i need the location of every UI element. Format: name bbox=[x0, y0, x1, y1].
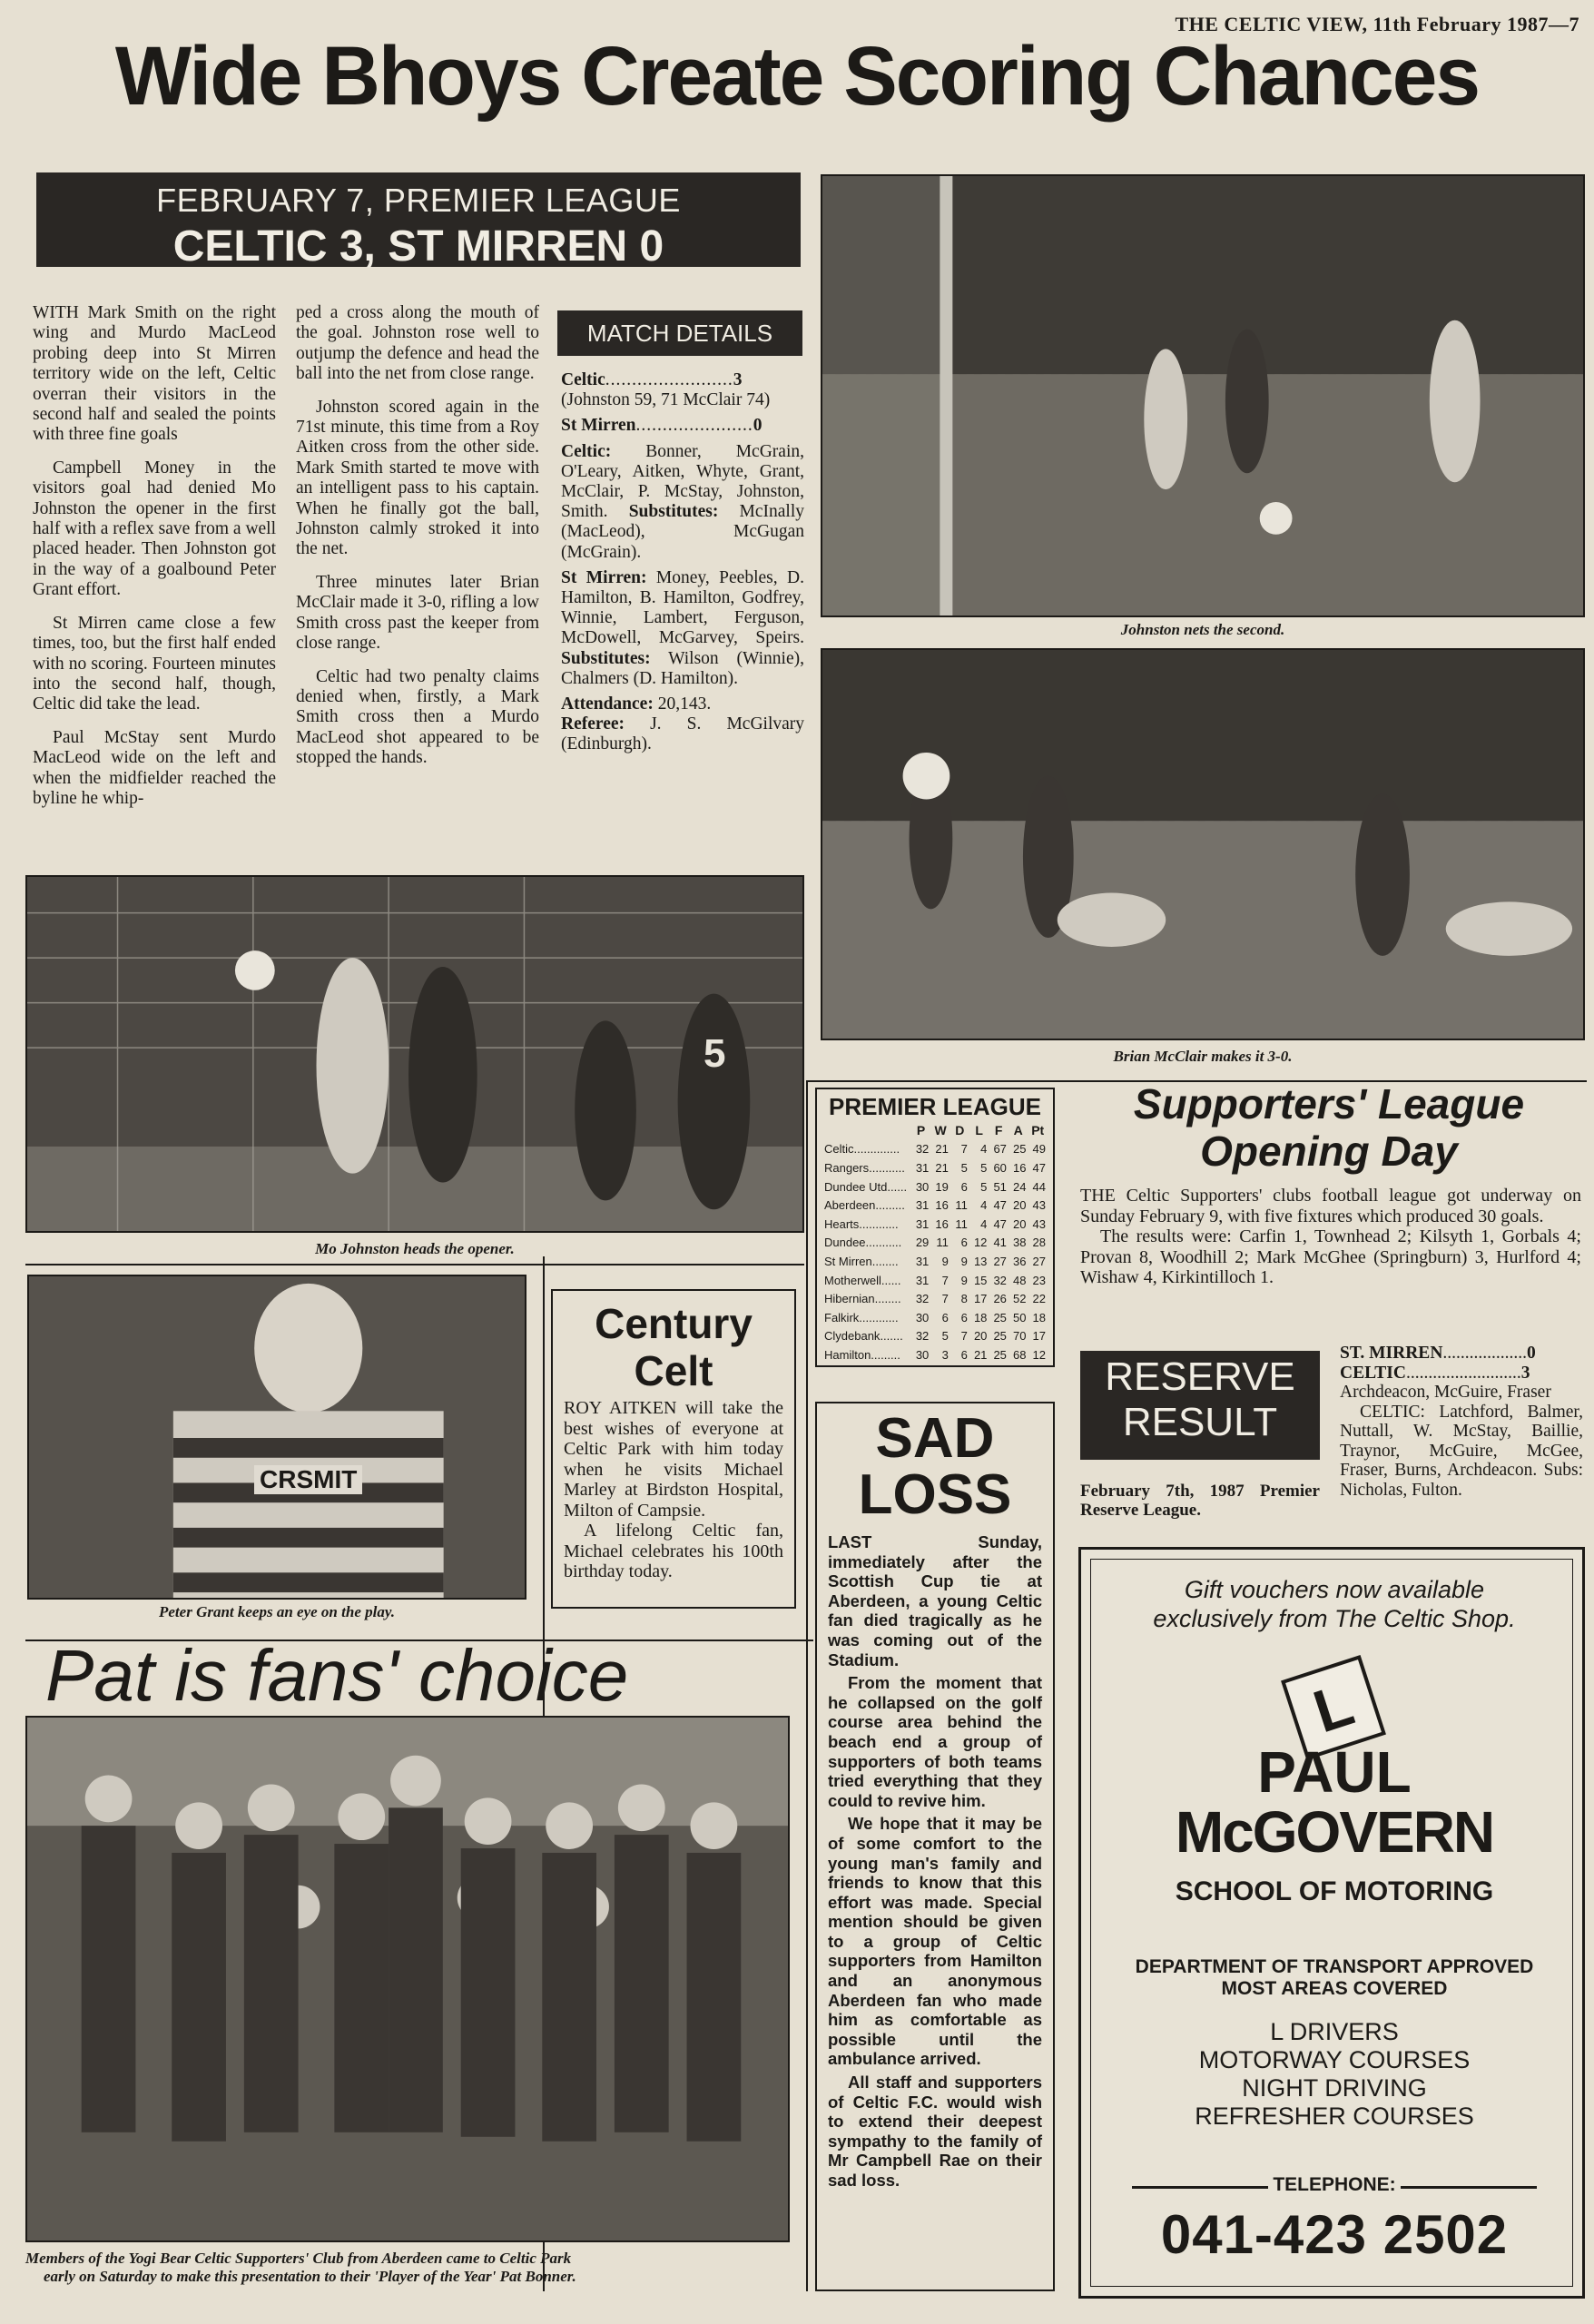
stmirren-subs-label: Substitutes: bbox=[561, 648, 651, 668]
league-stat: 9 bbox=[941, 1254, 949, 1268]
league-stat: 20 bbox=[1012, 1198, 1027, 1213]
stmirren-team-label: St Mirren: bbox=[561, 567, 647, 587]
league-stat: 26 bbox=[993, 1292, 1007, 1306]
report-paragraph: Celtic had two penalty claims denied when, firstly, a Mark Smith cross then a Murdo MacLeod shot appeared to be stopped the hands. bbox=[296, 666, 539, 768]
advert-dept bbox=[1099, 1956, 1569, 2000]
table-row bbox=[822, 1215, 1048, 1234]
league-team bbox=[822, 1158, 911, 1177]
caption-mcclair-third: Brian McClair makes it 3-0. bbox=[1113, 1048, 1293, 1065]
celtic-label: Celtic bbox=[561, 370, 605, 389]
league-stat: 27 bbox=[1032, 1254, 1046, 1268]
league-stat: 16 bbox=[935, 1216, 949, 1231]
league-stat: 50 bbox=[1012, 1310, 1027, 1324]
shirt-sponsor: CRSMIT bbox=[254, 1465, 362, 1494]
advert-name-line: PAUL bbox=[1257, 1739, 1412, 1805]
league-header-col: A bbox=[1013, 1123, 1023, 1138]
league-team bbox=[822, 1327, 911, 1346]
league-stat: 5 bbox=[980, 1179, 988, 1194]
advert-name-line: McGOVERN bbox=[1175, 1799, 1494, 1865]
photo-illustration bbox=[27, 877, 802, 1231]
team-name: Celtic bbox=[824, 1142, 854, 1157]
title-line: RESULT bbox=[1122, 1400, 1278, 1444]
team-name: Hamilton bbox=[824, 1347, 871, 1362]
reserve-result-date: February 7th, 1987 Premier Reserve League. bbox=[1080, 1482, 1320, 1520]
league-stat: 44 bbox=[1032, 1179, 1046, 1194]
league-stat: 31 bbox=[915, 1160, 930, 1175]
team-name: Hibernian bbox=[824, 1292, 875, 1306]
table-row bbox=[822, 1308, 1048, 1327]
photo-supporters-club-group bbox=[25, 1716, 790, 2242]
title-line: LOSS bbox=[858, 1463, 1012, 1526]
advert-gift-vouchers bbox=[1099, 1575, 1569, 1633]
match-photo-johnston-opener bbox=[25, 875, 804, 1233]
column-rule bbox=[25, 1264, 804, 1265]
report-column-1 bbox=[33, 303, 276, 822]
league-stat: 6 bbox=[960, 1179, 968, 1194]
reserve-lineup: CELTIC: Latchford, Balmer, Nuttall, W. McStay, Baillie, Traynor, McGuire, McGee, Fraser, Burns, Archdeacon. Subs: Nicholas, Fulton. bbox=[1340, 1402, 1583, 1500]
league-stat: 47 bbox=[993, 1216, 1007, 1231]
report-paragraph: St Mirren came close a few times, too, but the first half ended with no scoring. Fourteen minutes into the second half, though, Celtic did take the lead. bbox=[33, 613, 276, 714]
stmirren-score: 0 bbox=[753, 416, 763, 436]
league-stat: 38 bbox=[1012, 1236, 1027, 1250]
league-stat: 19 bbox=[935, 1179, 949, 1194]
team-name: Dundee Utd bbox=[824, 1179, 888, 1194]
league-stat: 32 bbox=[915, 1329, 930, 1344]
advert-line: DEPARTMENT OF TRANSPORT APPROVED bbox=[1135, 1956, 1534, 1977]
reserve-scorers: Archdeacon, McGuire, Fraser bbox=[1340, 1383, 1551, 1402]
team-score: 0 bbox=[1527, 1344, 1536, 1363]
advert-service: REFRESHER COURSES bbox=[1195, 2102, 1474, 2130]
table-row bbox=[822, 1327, 1048, 1346]
banner-score: CELTIC 3, ST MIRREN 0 bbox=[172, 222, 664, 271]
table-row bbox=[822, 1289, 1048, 1308]
table-row bbox=[822, 1345, 1048, 1364]
banner-date: FEBRUARY 7, PREMIER LEAGUE bbox=[156, 182, 681, 219]
league-stat: 16 bbox=[935, 1198, 949, 1213]
advert-school: SCHOOL OF MOTORING bbox=[1175, 1876, 1494, 1906]
team-name: Hearts bbox=[824, 1216, 860, 1231]
celtic-team: Bonner, McGrain, O'Leary, Aitken, Whyte, Grant, McClair, P. McStay, Johnston, Smith. bbox=[561, 441, 804, 522]
advert-telephone: 041-423 2502 bbox=[1160, 2204, 1509, 2265]
dot-leader: ............ bbox=[859, 1216, 899, 1231]
league-stat: 16 bbox=[1012, 1160, 1027, 1175]
team-name: Motherwell bbox=[824, 1273, 881, 1287]
league-stat: 31 bbox=[915, 1216, 930, 1231]
league-team bbox=[822, 1234, 911, 1253]
portrait-peter-grant bbox=[27, 1275, 526, 1600]
league-standings bbox=[822, 1121, 1048, 1364]
photo-illustration bbox=[822, 650, 1583, 1039]
sad-loss-body bbox=[828, 1532, 1042, 2191]
league-stat: 60 bbox=[993, 1160, 1007, 1175]
league-stat: 3 bbox=[941, 1347, 949, 1362]
league-stat: 28 bbox=[1032, 1236, 1046, 1250]
referee-label: Referee: bbox=[561, 714, 625, 734]
league-stat: 9 bbox=[960, 1273, 968, 1287]
table-row bbox=[822, 1158, 1048, 1177]
match-details-heading: MATCH DETAILS bbox=[557, 310, 802, 356]
league-stat: 25 bbox=[1012, 1142, 1027, 1157]
league-stat: 18 bbox=[973, 1310, 988, 1324]
report-paragraph: WITH Mark Smith on the right wing and Murdo MacLeod probing deep into St Mirren territory wide on the left, Celtic overran their visitors in the second half and sealed the points with three fine goals bbox=[33, 303, 276, 445]
celtic-team-label: Celtic: bbox=[561, 441, 612, 461]
dot-leader: ............ bbox=[859, 1310, 899, 1324]
advert-service: MOTORWAY COURSES bbox=[1198, 2046, 1471, 2073]
dot-leader: ........................ bbox=[605, 370, 733, 389]
report-paragraph: Three minutes later Brian McClair made it 3-0, rifling a low Smith cross past the keeper from close range. bbox=[296, 572, 539, 654]
league-stat: 41 bbox=[993, 1236, 1007, 1250]
league-table-title: PREMIER LEAGUE bbox=[828, 1093, 1042, 1120]
title-line: Supporters' League bbox=[1133, 1080, 1525, 1128]
referee-value: J. S. McGilvary (Edinburgh). bbox=[561, 714, 805, 754]
article-paragraph: LAST Sunday, immediately after the Scottish Cup tie at Aberdeen, a young Celtic fan died tragically as he was coming out of the Stadium. bbox=[828, 1532, 1042, 1669]
century-celt-body bbox=[564, 1398, 783, 1582]
article-paragraph: From the moment that he collapsed on the golf course area behind the beach end a group of supporters of both teams tried everything that they could to revive him. bbox=[828, 1673, 1042, 1810]
league-stat: 25 bbox=[993, 1329, 1007, 1344]
league-stat: 11 bbox=[955, 1216, 968, 1231]
article-paragraph: All staff and supporters of Celtic F.C. would wish to extend their deepest sympathy to the family of Mr Campbell Rae on their sad loss. bbox=[828, 2073, 1042, 2190]
celtic-score: 3 bbox=[733, 370, 743, 389]
team-name: St Mirren bbox=[824, 1254, 872, 1268]
attendance-value: 20,143. bbox=[657, 694, 712, 714]
reserve-stmirren-line bbox=[1340, 1344, 1583, 1364]
league-stat: 67 bbox=[993, 1142, 1007, 1157]
league-stat: 6 bbox=[960, 1236, 968, 1250]
league-stat: 43 bbox=[1032, 1216, 1046, 1231]
table-row bbox=[822, 1177, 1048, 1196]
league-header-col: Pt bbox=[1031, 1123, 1045, 1138]
celtic-subs-label: Substitutes: bbox=[628, 502, 719, 522]
premier-league-table bbox=[815, 1088, 1055, 1367]
league-stat: 11 bbox=[936, 1236, 949, 1250]
reserve-result-details bbox=[1340, 1344, 1583, 1500]
dot-leader: .......................... bbox=[1405, 1363, 1521, 1383]
league-stat: 11 bbox=[955, 1198, 968, 1213]
advert-service: L DRIVERS bbox=[1270, 2018, 1399, 2045]
league-stat: 12 bbox=[973, 1236, 988, 1250]
league-header-col: L bbox=[975, 1123, 983, 1138]
league-stat: 30 bbox=[915, 1310, 930, 1324]
advert-paul-mcgovern bbox=[1078, 1547, 1585, 2299]
league-team bbox=[822, 1345, 911, 1364]
league-stat: 4 bbox=[980, 1198, 988, 1213]
article-paragraph: THE Celtic Supporters' clubs football league got underway on Sunday February 9, with five fixtures which produced 30 goals. bbox=[1080, 1186, 1581, 1226]
table-row bbox=[822, 1140, 1048, 1159]
league-stat: 24 bbox=[1012, 1179, 1027, 1194]
league-header-col: F bbox=[994, 1123, 1003, 1138]
table-row bbox=[822, 1271, 1048, 1290]
table-row bbox=[822, 1196, 1048, 1215]
stmirren-lineup bbox=[561, 568, 804, 689]
dot-leader: ...... bbox=[887, 1179, 908, 1194]
league-stat: 9 bbox=[960, 1254, 968, 1268]
league-stat: 17 bbox=[973, 1292, 988, 1306]
league-stat: 5 bbox=[980, 1160, 988, 1175]
dot-leader: ......... bbox=[871, 1347, 900, 1362]
report-paragraph: Johnston scored again in the 71st minute, this time from a Roy Aitken cross from the other side. Mark Smith started te move with an intelligent pass to his captain. When he finally got the ball, Johnston calmly stroked it into the net. bbox=[296, 397, 539, 559]
article-paragraph: A lifelong Celtic fan, Michael celebrates his 100th birthday today. bbox=[564, 1521, 783, 1581]
supporters-league-body bbox=[1080, 1186, 1581, 1288]
league-header-col: D bbox=[955, 1123, 965, 1138]
league-stat: 32 bbox=[915, 1292, 930, 1306]
league-team bbox=[822, 1196, 911, 1215]
league-stat: 17 bbox=[1032, 1329, 1046, 1344]
pat-fans-choice-title: Pat is fans' choice bbox=[45, 1635, 629, 1716]
sad-loss-box bbox=[815, 1402, 1055, 2291]
league-stat: 29 bbox=[915, 1236, 930, 1250]
caption-line: early on Saturday to make this presentation to their 'Player of the Year' Pat Bonner. bbox=[44, 2268, 576, 2285]
advert-line: exclusively from The Celtic Shop. bbox=[1153, 1605, 1516, 1632]
team-label: CELTIC bbox=[1340, 1363, 1406, 1383]
league-header-col: W bbox=[934, 1123, 947, 1138]
league-stat: 25 bbox=[993, 1347, 1007, 1362]
match-banner bbox=[36, 172, 801, 271]
stmirren-team: Money, Peebles, D. Hamilton, B. Hamilton, Godfrey, Winnie, Lambert, Ferguson, McDowell, McGarvey, Speirs. bbox=[561, 567, 804, 648]
dot-leader: ....... bbox=[880, 1329, 903, 1344]
league-stat: 6 bbox=[960, 1310, 968, 1324]
shirt-number: 5 bbox=[704, 1031, 726, 1076]
league-stat: 68 bbox=[1012, 1347, 1027, 1362]
league-stat: 47 bbox=[1032, 1160, 1046, 1175]
league-team bbox=[822, 1140, 911, 1159]
league-header-col: P bbox=[916, 1123, 926, 1138]
league-team bbox=[822, 1215, 911, 1234]
report-column-2 bbox=[296, 303, 539, 782]
title-line: Century bbox=[595, 1300, 753, 1347]
caption-line: Members of the Yogi Bear Celtic Supporters' Club from Aberdeen came to Celtic Park bbox=[25, 2250, 572, 2267]
league-stat: 52 bbox=[1012, 1292, 1027, 1306]
league-team bbox=[822, 1308, 911, 1327]
team-name: Clydebank bbox=[824, 1329, 881, 1344]
league-stat: 18 bbox=[1032, 1310, 1046, 1324]
title-line: Opening Day bbox=[1200, 1128, 1458, 1175]
league-stat: 27 bbox=[993, 1254, 1007, 1268]
league-stat: 5 bbox=[941, 1329, 949, 1344]
stmirren-score-line bbox=[561, 416, 804, 436]
league-stat: 31 bbox=[915, 1273, 930, 1287]
league-stat: 7 bbox=[960, 1142, 968, 1157]
league-stat: 4 bbox=[980, 1216, 988, 1231]
logo-letter: L bbox=[1305, 1669, 1362, 1746]
league-header-team bbox=[822, 1121, 911, 1140]
advert-services bbox=[1099, 2018, 1569, 2131]
dot-leader: .............. bbox=[853, 1142, 900, 1157]
team-score: 3 bbox=[1520, 1363, 1530, 1383]
league-stat: 43 bbox=[1032, 1198, 1046, 1213]
reserve-celtic-line bbox=[1340, 1364, 1583, 1384]
stmirren-subs: Wilson (Winnie), Chalmers (D. Hamilton). bbox=[561, 648, 804, 688]
stmirren-label: St Mirren bbox=[561, 416, 636, 436]
article-paragraph: The results were: Carfin 1, Townhead 2; Kilsyth 1, Gorbals 4; Provan 8, Woodhill 2; Mark McGhee (Springburn) 3, Hurlford 4; Wishaw 4, Kirkintilloch 1. bbox=[1080, 1226, 1581, 1287]
dot-leader: ........... bbox=[865, 1236, 902, 1250]
sad-loss-title bbox=[828, 1407, 1042, 1526]
league-stat: 36 bbox=[1012, 1254, 1027, 1268]
team-name: Aberdeen bbox=[824, 1198, 876, 1213]
dot-leader: ........... bbox=[869, 1160, 905, 1175]
league-stat: 20 bbox=[1012, 1216, 1027, 1231]
league-stat: 31 bbox=[915, 1198, 930, 1213]
league-stat: 4 bbox=[980, 1142, 988, 1157]
attendance-line bbox=[561, 694, 804, 755]
league-stat: 21 bbox=[935, 1160, 949, 1175]
advert-service: NIGHT DRIVING bbox=[1242, 2074, 1427, 2102]
league-team bbox=[822, 1252, 911, 1271]
team-name: Falkirk bbox=[824, 1310, 860, 1324]
caption-supporters-club bbox=[25, 2250, 790, 2286]
league-stat: 51 bbox=[993, 1179, 1007, 1194]
league-stat: 21 bbox=[935, 1142, 949, 1157]
title-line: RESERVE bbox=[1105, 1354, 1295, 1399]
report-paragraph: ped a cross along the mouth of the goal. Johnston rose well to outjump the defence and head the ball into the net from close range. bbox=[296, 303, 539, 384]
advert-name bbox=[1099, 1739, 1569, 1865]
league-stat: 30 bbox=[915, 1179, 930, 1194]
page-masthead: THE CELTIC VIEW, 11th February 1987—7 bbox=[1175, 13, 1579, 35]
league-stat: 7 bbox=[941, 1292, 949, 1306]
reserve-result-heading bbox=[1080, 1351, 1320, 1460]
league-stat: 49 bbox=[1032, 1142, 1046, 1157]
article-paragraph: ROY AITKEN will take the best wishes of everyone at Celtic Park with him today when he visits Michael Marley at Birdston Hospital, Milton of Campsie. bbox=[564, 1398, 783, 1521]
league-team bbox=[822, 1177, 911, 1196]
dot-leader: ................... bbox=[1442, 1344, 1528, 1363]
dot-leader: ........ bbox=[871, 1254, 899, 1268]
dot-leader: ......... bbox=[875, 1198, 905, 1213]
match-photo-johnston-second bbox=[821, 174, 1585, 617]
league-stat: 32 bbox=[915, 1142, 930, 1157]
league-team bbox=[822, 1289, 911, 1308]
league-stat: 7 bbox=[941, 1273, 949, 1287]
league-stat: 47 bbox=[993, 1198, 1007, 1213]
league-team bbox=[822, 1271, 911, 1290]
league-header-row bbox=[822, 1121, 1048, 1140]
league-stat: 15 bbox=[973, 1273, 988, 1287]
advert-tel-label: TELEPHONE: bbox=[1273, 2174, 1396, 2195]
photo-illustration bbox=[27, 1718, 788, 2240]
advert-line: Gift vouchers now available bbox=[1184, 1576, 1485, 1603]
league-stat: 21 bbox=[973, 1347, 988, 1362]
team-name: Rangers bbox=[824, 1160, 870, 1175]
celtic-score-line bbox=[561, 370, 804, 410]
league-stat: 13 bbox=[973, 1254, 988, 1268]
league-stat: 48 bbox=[1012, 1273, 1027, 1287]
caption-johnston-second: Johnston nets the second. bbox=[1120, 621, 1285, 638]
league-stat: 8 bbox=[960, 1292, 968, 1306]
league-stat: 31 bbox=[915, 1254, 930, 1268]
league-stat: 30 bbox=[915, 1347, 930, 1362]
celtic-scorers: (Johnston 59, 71 McClair 74) bbox=[561, 390, 771, 410]
league-stat: 25 bbox=[993, 1310, 1007, 1324]
league-stat: 22 bbox=[1032, 1292, 1046, 1306]
report-paragraph: Campbell Money in the visitors goal had denied Mo Johnston the opener in the first half with a reflex save from a well placed header. Then Johnston got in the way of a goalbound Peter Grant effort. bbox=[33, 458, 277, 600]
photo-illustration bbox=[29, 1276, 525, 1598]
page-headline: Wide Bhoys Create Scoring Chances bbox=[114, 30, 1480, 123]
dot-leader: ...................... bbox=[635, 416, 753, 436]
league-stat: 12 bbox=[1032, 1347, 1046, 1362]
match-details bbox=[561, 370, 804, 761]
caption-johnston-opener: Mo Johnston heads the opener. bbox=[315, 1240, 515, 1257]
table-row bbox=[822, 1252, 1048, 1271]
century-celt-title bbox=[564, 1300, 783, 1394]
league-stat: 23 bbox=[1032, 1273, 1046, 1287]
league-stat: 32 bbox=[993, 1273, 1007, 1287]
title-line: SAD bbox=[875, 1407, 995, 1470]
advert-line: MOST AREAS COVERED bbox=[1221, 1978, 1448, 1999]
celtic-lineup bbox=[561, 442, 804, 563]
article-paragraph: We hope that it may be of some comfort to the young man's family and friends to know that this effort was made. Special mention should be given to a group of Celtic supporters from Hamilton and an anonymous Aberdeen fan who made him as comfortable as possible until the ambulance arrived. bbox=[828, 1814, 1042, 2069]
team-label: ST. MIRREN bbox=[1340, 1344, 1443, 1363]
league-stat: 70 bbox=[1012, 1329, 1027, 1344]
league-stat: 20 bbox=[973, 1329, 988, 1344]
dot-leader: ........ bbox=[874, 1292, 901, 1306]
celtic-subs: McInally (MacLeod), McGugan (McGrain). bbox=[561, 502, 805, 562]
photo-illustration bbox=[822, 176, 1583, 615]
supporters-league-title bbox=[1075, 1080, 1583, 1175]
league-stat: 6 bbox=[941, 1310, 949, 1324]
column-rule bbox=[806, 1080, 808, 2291]
dot-leader: ...... bbox=[881, 1273, 901, 1287]
match-photo-mcclair-third bbox=[821, 648, 1585, 1040]
century-celt-box bbox=[551, 1289, 796, 1609]
report-paragraph: Paul McStay sent Murdo MacLeod wide on the left and when the midfielder reached the byline he whip- bbox=[33, 727, 276, 808]
title-line: Celt bbox=[634, 1347, 713, 1394]
league-stat: 7 bbox=[960, 1329, 968, 1344]
league-stat: 5 bbox=[960, 1160, 968, 1175]
league-stat: 6 bbox=[960, 1347, 968, 1362]
attendance-label: Attendance: bbox=[561, 694, 654, 714]
team-name: Dundee bbox=[824, 1236, 866, 1250]
caption-peter-grant: Peter Grant keeps an eye on the play. bbox=[159, 1603, 395, 1620]
table-row bbox=[822, 1234, 1048, 1253]
